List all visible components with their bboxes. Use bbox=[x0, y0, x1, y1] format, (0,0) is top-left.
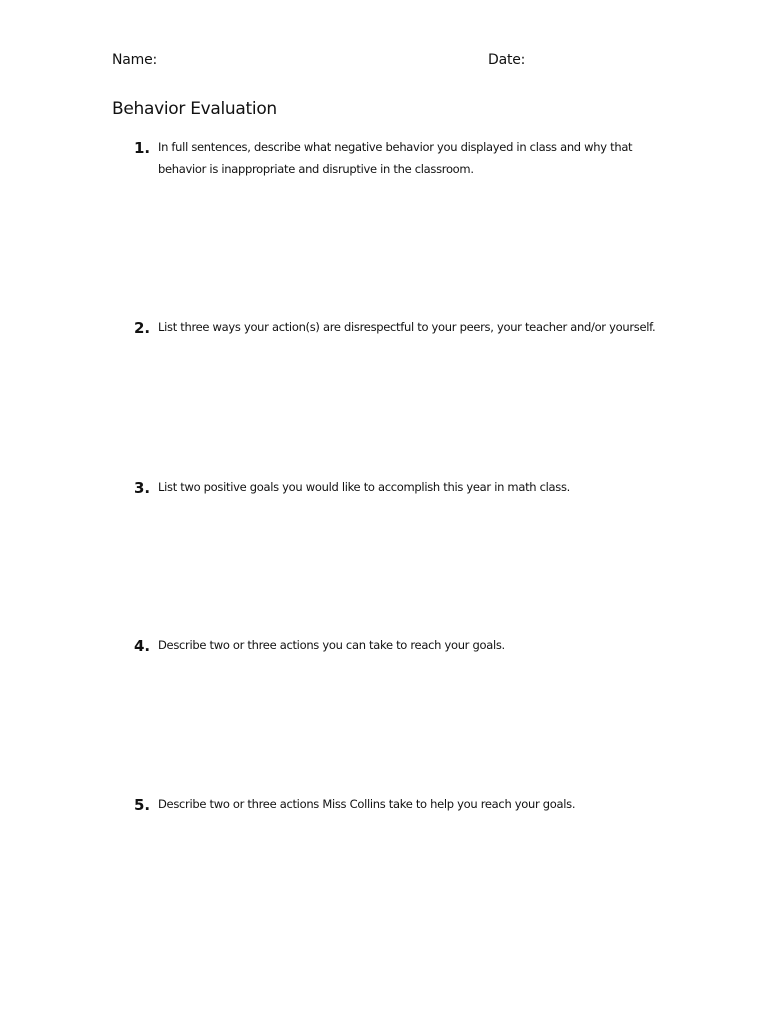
question-text: In full sentences, describe what negative behavior you displayed in class and why that behavior is inappropriate and disruptive in the classroom. bbox=[158, 140, 633, 176]
question-5 bbox=[134, 795, 674, 815]
question-number: 4. bbox=[134, 637, 151, 655]
question-number: 2. bbox=[134, 319, 151, 337]
question-number: 5. bbox=[134, 796, 151, 814]
name-label: Name: bbox=[112, 52, 158, 68]
question-text: List two positive goals you would like to accomplish this year in math class. bbox=[158, 480, 571, 494]
question-number: 1. bbox=[134, 139, 151, 157]
question-number: 3. bbox=[134, 479, 151, 497]
question-3 bbox=[134, 478, 674, 498]
question-1 bbox=[134, 138, 674, 180]
page-title: Behavior Evaluation bbox=[112, 99, 277, 119]
question-text: Describe two or three actions Miss Collins take to help you reach your goals. bbox=[158, 797, 576, 811]
question-text: List three ways your action(s) are disrespectful to your peers, your teacher and/or yourself. bbox=[158, 320, 656, 334]
question-2 bbox=[134, 318, 674, 338]
question-4 bbox=[134, 636, 674, 656]
question-text: Describe two or three actions you can take to reach your goals. bbox=[158, 638, 505, 652]
date-label: Date: bbox=[488, 52, 526, 68]
